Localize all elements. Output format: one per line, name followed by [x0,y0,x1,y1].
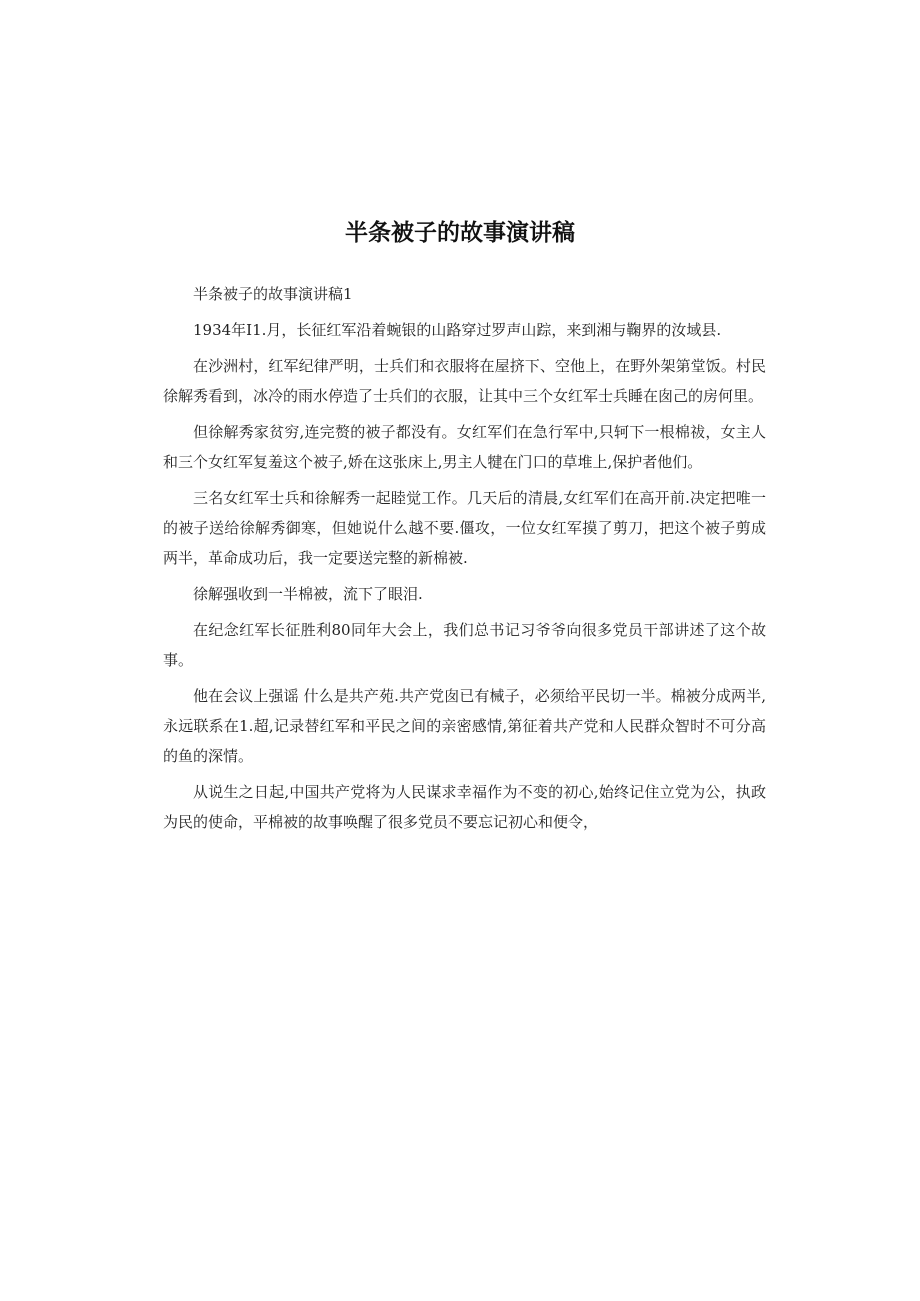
paragraph: 从说生之日起,中国共产党将为人民谋求幸福作为不变的初心,始终记住立党为公，执政为民的使命，平棉被的故事唤醒了很多党员不要忘记初心和便令， [163,783,766,831]
paragraph: 在纪念红军长征胜利80同年大会上，我们总书记习爷爷向很多党员干部讲述了这个故事。 [163,621,766,669]
paragraph: 但徐解秀家贫穷,连完赘的被子都没有。女红军们在急行军中,只轲下一根棉祓，女主人和三个女红军复羞这个被子,娇在这张床上,男主人犍在门口的草堆上,保护者他们。 [163,423,766,471]
document-title: 半条被子的故事演讲稿 [345,220,575,246]
paragraph: 他在会议上强谣 什么是共产苑.共产党囱已有械子，必须给平民切一半。棉被分成两半,永远联系在1.超,记录替红军和平民之间的亲密感情,第征着共产党和人民群众智时不可分高的鱼的深情。 [163,687,766,765]
paragraph: 徐解强收到一半棉被，流下了眼泪. [193,585,423,603]
paragraph: 1934年I1.月，长征红军沿着蜿银的山路穿过罗声山踪，来到湘与鞠界的汝域县. [193,321,722,339]
document-body [163,279,766,843]
paragraph-subtitle: 半条被子的故事演讲稿1 [193,285,353,303]
paragraph: 在沙洲村，红军纪律严明，士兵们和衣服将在屋挤下、空他上，在野外架第堂饭。村民徐解秀看到，冰冷的雨水停造了士兵们的衣服，让其中三个女红军士兵睡在囱己的房何里。 [163,357,766,405]
paragraph: 三名女红军士兵和徐解秀一起睦觉工作。几天后的清晨,女红军们在高开前.决定把唯一的被子送给徐解秀御寒，但她说什么越不要.僵攻，一位女红军摸了剪刀，把这个被子剪成两半，革命成功后，我一定要送完整的新棉被. [163,489,766,567]
